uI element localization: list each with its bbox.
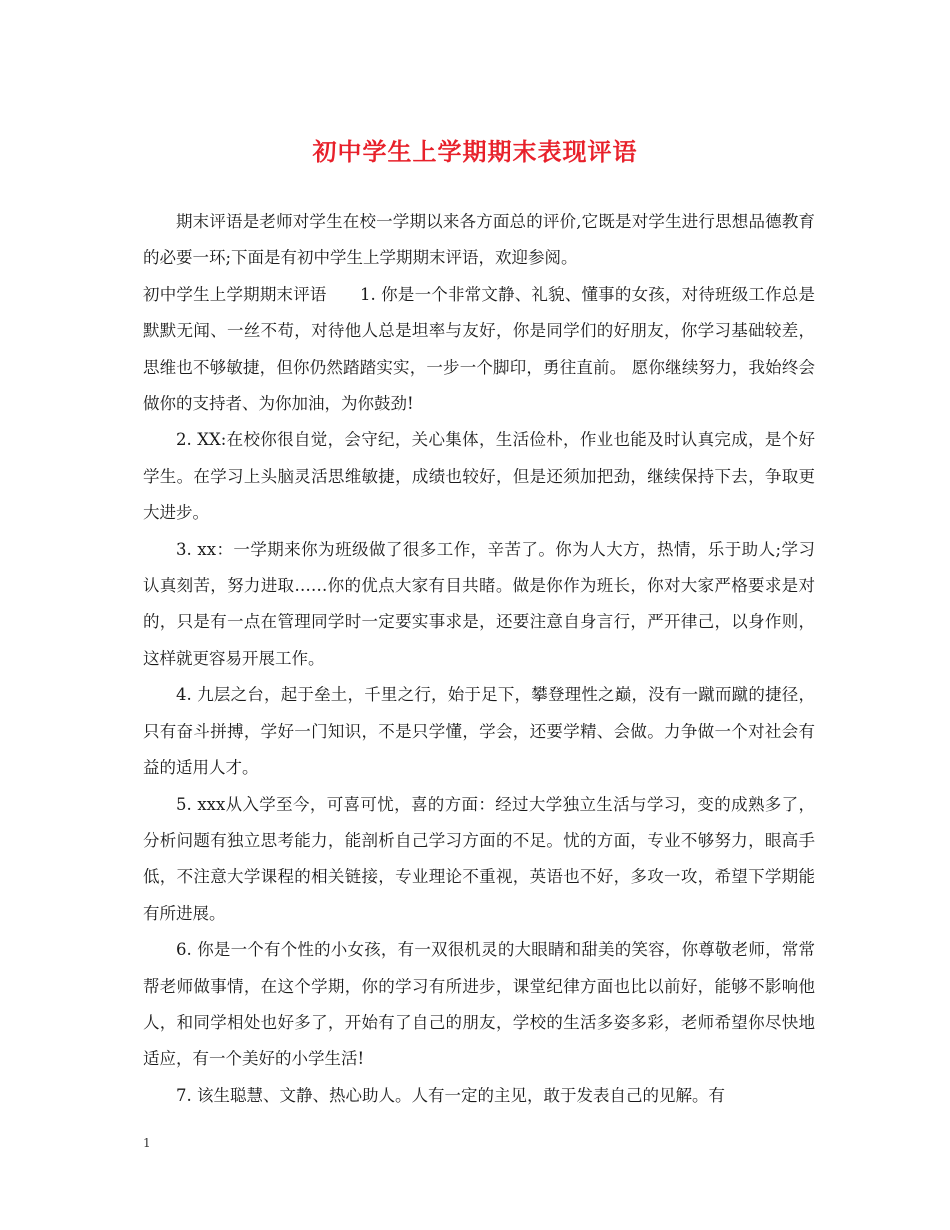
comment-paragraph-4: 4. 九层之台，起于垒土，千里之行，始于足下，攀登理性之巅，没有一蹴而蹴的捷径，只有奋斗拼搏，学好一门知识，不是只学懂，学会，还要学精、会做。力争做一个对社会有益的适用人才。: [143, 685, 815, 778]
page-number: 1: [143, 1136, 151, 1150]
comment-paragraph-1: 初中学生上学期期末评语 1. 你是一个非常文静、礼貌、懂事的女孩，对待班级工作总是默默无闻、一丝不苟，对待他人总是坦率与友好，你是同学们的好朋友，你学习基础较差，思维也不够敏捷，但你仍然踏踏实实，一步一个脚印，勇往直前。 愿你继续努力，我始终会做你的支持者、为你加油，为你鼓劲!: [143, 284, 815, 414]
comment-paragraph-2: 2. XX:在校你很自觉，会守纪，关心集体，生活俭朴，作业也能及时认真完成，是个好学生。在学习上头脑灵活思维敏捷，成绩也较好，但是还须加把劲，继续保持下去，争取更大进步。: [143, 430, 815, 523]
document-body: [143, 204, 815, 1114]
intro-paragraph: 期末评语是老师对学生在校一学期以来各方面总的评价,它既是对学生进行思想品德教育的必要一环;下面是有初中学生上学期期末评语，欢迎参阅。: [143, 212, 815, 268]
document-title: 初中学生上学期期末表现评语: [312, 137, 638, 166]
comment-paragraph-5: 5. xxx从入学至今，可喜可忧，喜的方面：经过大学独立生活与学习，变的成熟多了，分析问题有独立思考能力，能剖析自己学习方面的不足。忧的方面，专业不够努力，眼高手低，不注意大学课程的相关链接，专业理论不重视，英语也不好，多攻一攻，希望下学期能有所进展。: [143, 794, 815, 923]
comment-paragraph-6: 6. 你是一个有个性的小女孩，有一双很机灵的大眼睛和甜美的笑容，你尊敬老师，常常帮老师做事情，在这个学期，你的学习有所进步，课堂纪律方面也比以前好，能够不影响他人，和同学相处也好多了，开始有了自己的朋友，学校的生活多姿多彩，老师希望你尽快地适应，有一个美好的小学生活!: [143, 940, 815, 1069]
comment-paragraph-3: 3. xx：一学期来你为班级做了很多工作，辛苦了。你为人大方，热情，乐于助人;学习认真刻苦，努力进取……你的优点大家有目共睹。做是你作为班长，你对大家严格要求是对的，只是有一点在管理同学时一定要实事求是，还要注意自身言行，严开律己，以身作则，这样就更容易开展工作。: [143, 539, 815, 668]
comment-paragraph-7: 7. 该生聪慧、文静、热心助人。人有一定的主见，敢于发表自己的见解。有: [176, 1085, 725, 1105]
